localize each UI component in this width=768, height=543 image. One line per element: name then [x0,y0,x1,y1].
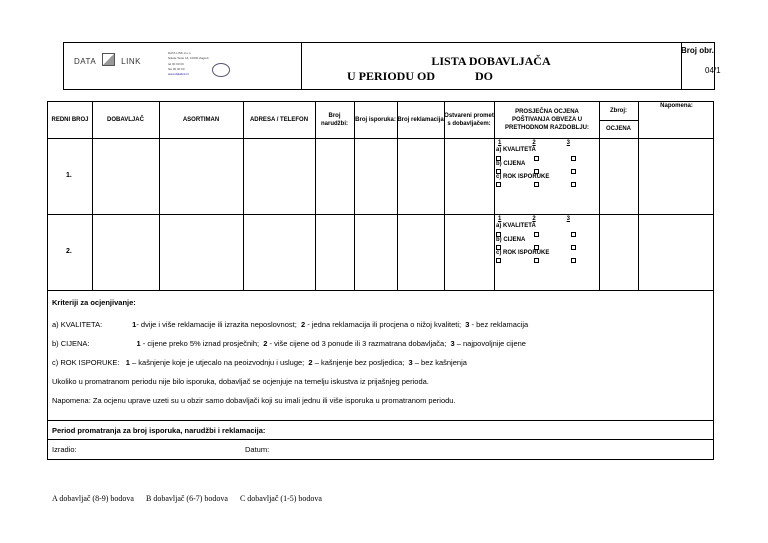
grade-3: 3 [450,339,455,348]
logo-cell [64,43,302,89]
rating-block [496,216,600,263]
rating-rok-options [496,257,600,263]
col-prosjecna-ocjena: PROSJEČNA OCJENA POŠTIVANJA OBVEZA U PRETHODNOM RAZDOBLJU: [505,109,589,131]
criteria-kvaliteta [52,320,528,329]
checkbox[interactable] [571,232,576,237]
grid-line [48,420,713,421]
checkbox[interactable] [571,245,576,250]
form-subtitle [347,69,493,84]
grade-1: 1 [132,320,137,329]
checkbox[interactable] [571,169,576,174]
row-number: 2. [66,248,72,255]
grade-2-text: - jedna reklamacija ili procjena o nižoj kvaliteti; [307,320,462,329]
certification-seal-icon [212,63,230,77]
grade-2: 2 [308,358,313,367]
grid-line [494,102,495,290]
row-number: 1. [66,172,72,179]
period-label: Period promatranja za broj isporuka, narudžbi i reklamacija: [52,426,266,435]
col-reklamacija: Broj reklamacija [397,117,444,123]
izradio-label: Izradio: [52,445,77,454]
grid-line [638,102,639,290]
title-cell [301,43,682,89]
col-redni-broj: REDNI BROJ [51,117,89,123]
grade-3: 3 [465,320,470,329]
logo-line-4: fax 00 00 00 [168,67,185,71]
rating-rok-options [496,181,600,187]
logo-line-1: DATA LINK d.o.o. [168,51,192,55]
grade-2: 2 [263,339,268,348]
grade-2: 2 [300,320,306,329]
criteria-label: b) CIJENA: [52,339,90,348]
checkbox[interactable] [571,156,576,161]
scale-1: 1 [498,216,502,222]
checkbox[interactable] [534,258,539,263]
checkbox[interactable] [534,182,539,187]
rating-rok-label: c) ROK ISPORUKE [496,173,550,180]
grade-3-text: – najpovoljnije cijene [456,339,526,348]
logo-line-2: Nikole Tesle 16, 10000 Zagreb [168,56,209,60]
grade-3-text: – bez kašnjenja [414,358,467,367]
logo-mark-icon [102,53,115,66]
rating-scale [496,216,600,223]
grade-legend-a: A dobavljač (8-9) bodova [52,494,134,503]
grade-2-text: – kašnjenje bez posljedica; [314,358,405,367]
grade-legend-b: B dobavljač (6-7) bodova [145,494,228,503]
grade-legend-c: C dobavljač (1-5) bodova [239,494,322,503]
supplier-table [47,101,714,460]
col-asortiman: ASORTIMAN [182,117,220,123]
rating-block [496,140,600,187]
grade-1-text: – kašnjenje koje je utjecalo na peoizvodnju i usluge; [132,358,305,367]
criteria-note-1: Ukoliko u promatranom periodu nije bilo isporuka, dobavljač se ocjenjuje na temelju iskustva iz prijašnjeg perioda. [52,377,429,386]
period-to-label: DO [475,69,494,83]
rating-scale [496,140,600,147]
grid-line [48,214,713,215]
grid-line [48,439,713,440]
checkbox[interactable] [496,182,501,187]
grid-line [48,138,713,139]
grade-2-text: - više cijene od 3 ponude ili 3 razmatrana dobavljača; [269,339,447,348]
criteria-cijena [52,339,526,348]
scale-1: 1 [498,140,502,146]
rating-kvaliteta-label: a) KVALITETA [496,147,536,154]
col-narudzbi: Broj narudžbi: [321,113,348,127]
logo-line-5: www.datalink.hr [168,72,190,76]
form-number-label: Broj obr. [681,46,714,55]
form-number-value: 04/1 [705,66,721,75]
checkbox[interactable] [571,182,576,187]
form-header [63,42,721,90]
col-isporuka: Broj isporuka: [355,117,396,123]
grade-1: 1 [125,358,130,367]
col-zbroj: Zbroj: [610,108,627,114]
grid-line [48,290,713,291]
logo-line-3: tel 00 00 00 [168,62,184,66]
grade-1-text: - dvije i više reklamacije ili izrazita neposlovnost; [136,320,297,329]
col-napomena: Napomena: [660,103,693,109]
col-dobavljac: DOBAVLJAČ [107,117,144,123]
criteria-label: c) ROK ISPORUKE: [52,358,120,367]
checkbox[interactable] [496,232,501,237]
datum-label: Datum: [245,445,270,454]
form-number-cell [681,43,721,89]
grade-legend [52,494,334,503]
form-title: LISTA DOBAVLJAČA [431,54,551,68]
criteria-heading: Kriteriji za ocjenjivanje: [52,298,136,307]
logo-word-2: LINK [121,57,141,66]
rating-cijena-label: b) CIJENA [496,160,526,167]
grade-3-text: - bez reklamacija [471,320,529,329]
checkbox[interactable] [571,258,576,263]
col-adresa: ADRESA / TELEFON [249,117,309,123]
grade-1: 1 [136,339,141,348]
scale-3: 3 [566,140,570,146]
criteria-note-2: Napomena: Za ocjenu uprave uzeti su u obzir samo dobavljači koji su imali jednu ili više isporuka u promatranom periodu. [52,396,456,405]
grade-3: 3 [408,358,413,367]
scale-3: 3 [566,216,570,222]
checkbox[interactable] [496,258,501,263]
rating-rok-label: c) ROK ISPORUKE [496,249,550,256]
checkbox[interactable] [534,156,539,161]
rating-cijena-label: b) CIJENA [496,236,526,243]
checkbox[interactable] [496,156,501,161]
grade-1-text: - cijene preko 5% iznad prosječnih; [142,339,260,348]
checkbox[interactable] [534,232,539,237]
company-logo [74,53,141,66]
criteria-label: a) KVALITETA: [52,320,103,329]
period-from-label: U PERIODU OD [347,69,436,83]
logo-word-1: DATA [74,57,97,66]
col-promet: Ostvareni promet s dobavljačem: [444,113,494,127]
scale-2: 2 [532,216,536,222]
col-ocjena: OCJENA [605,126,631,132]
rating-kvaliteta-label: a) KVALITETA [496,223,536,230]
criteria-rok-isporuke [52,358,467,367]
scale-2: 2 [532,140,536,146]
